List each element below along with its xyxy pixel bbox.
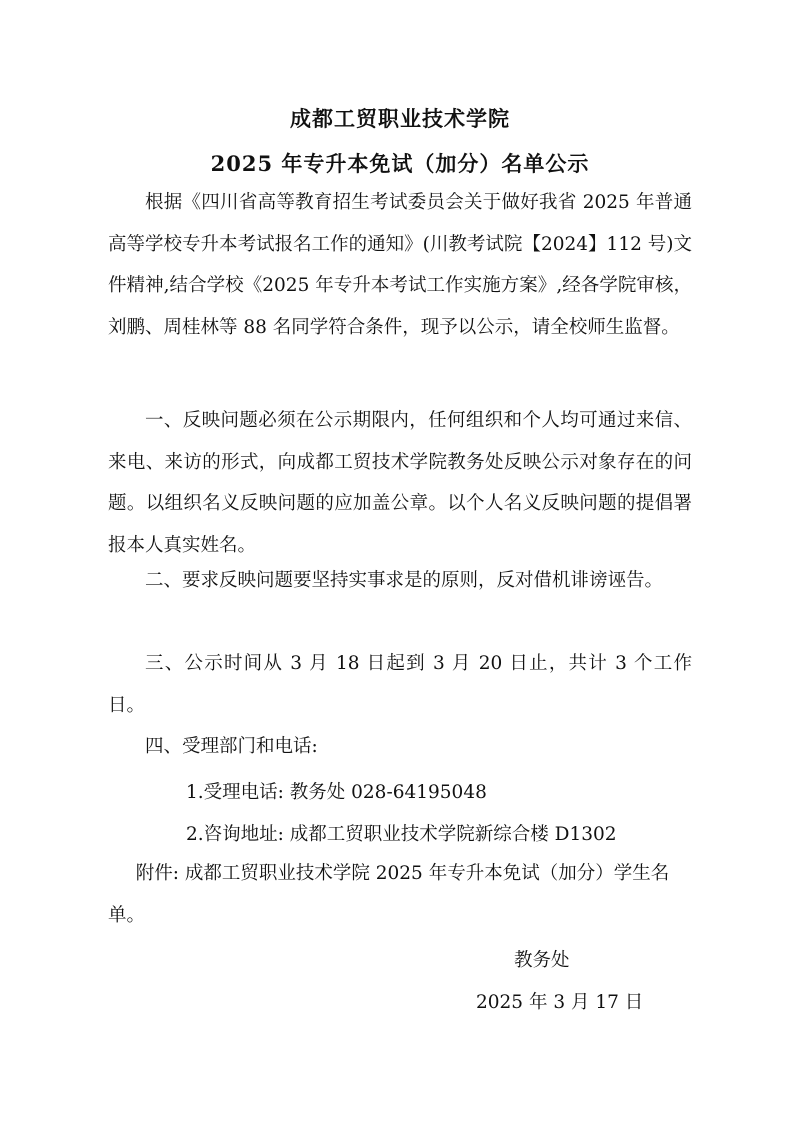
- contact-address-line: 2.咨询地址: 成都工贸职业技术学院新综合楼 D1302: [186, 824, 617, 845]
- item-2-paragraph: 二、要求反映问题要坚持实事求是的原则，反对借机诽谤诬告。: [145, 570, 664, 591]
- intro-paragraph: 根据《四川省高等教育招生考试委员会关于做好我省 2025 年普通高等学校专升本考试报名工作的通知》(川教考试院【2024】112 号)文件精神,结合学校《2025 年专升本考试工作实施方案》,经各学院审核，刘鹏、周桂林等 88 名同学符合条件，现予以公示，请全校师生监督。: [108, 192, 692, 338]
- attachment-note: 附件: 成都工贸职业技术学院 2025 年专升本免试（加分）学生名单。: [108, 863, 670, 926]
- signature-organization: 教务处: [514, 950, 570, 971]
- item-3-paragraph: 三、公示时间从 3 月 18 日起到 3 月 20 日止，共计 3 个工作日。: [108, 653, 692, 716]
- contact-phone-line: 1.受理电话: 教务处 028-64195048: [186, 782, 487, 803]
- signature-date: 2025 年 3 月 17 日: [476, 992, 644, 1013]
- item-1-paragraph: 一、反映问题必须在公示期限内，任何组织和个人均可通过来信、来电、来访的形式，向成都工贸技术学院教务处反映公示对象存在的问题。以组织名义反映问题的应加盖公章。以个人名义反映问题的提倡署报本人真实姓名。: [108, 410, 692, 556]
- document-title-line1: 成都工贸职业技术学院: [290, 106, 510, 131]
- item-4-paragraph: 四、受理部门和电话:: [145, 736, 318, 757]
- document-title-line2: 2025 年专升本免试（加分）名单公示: [210, 151, 590, 176]
